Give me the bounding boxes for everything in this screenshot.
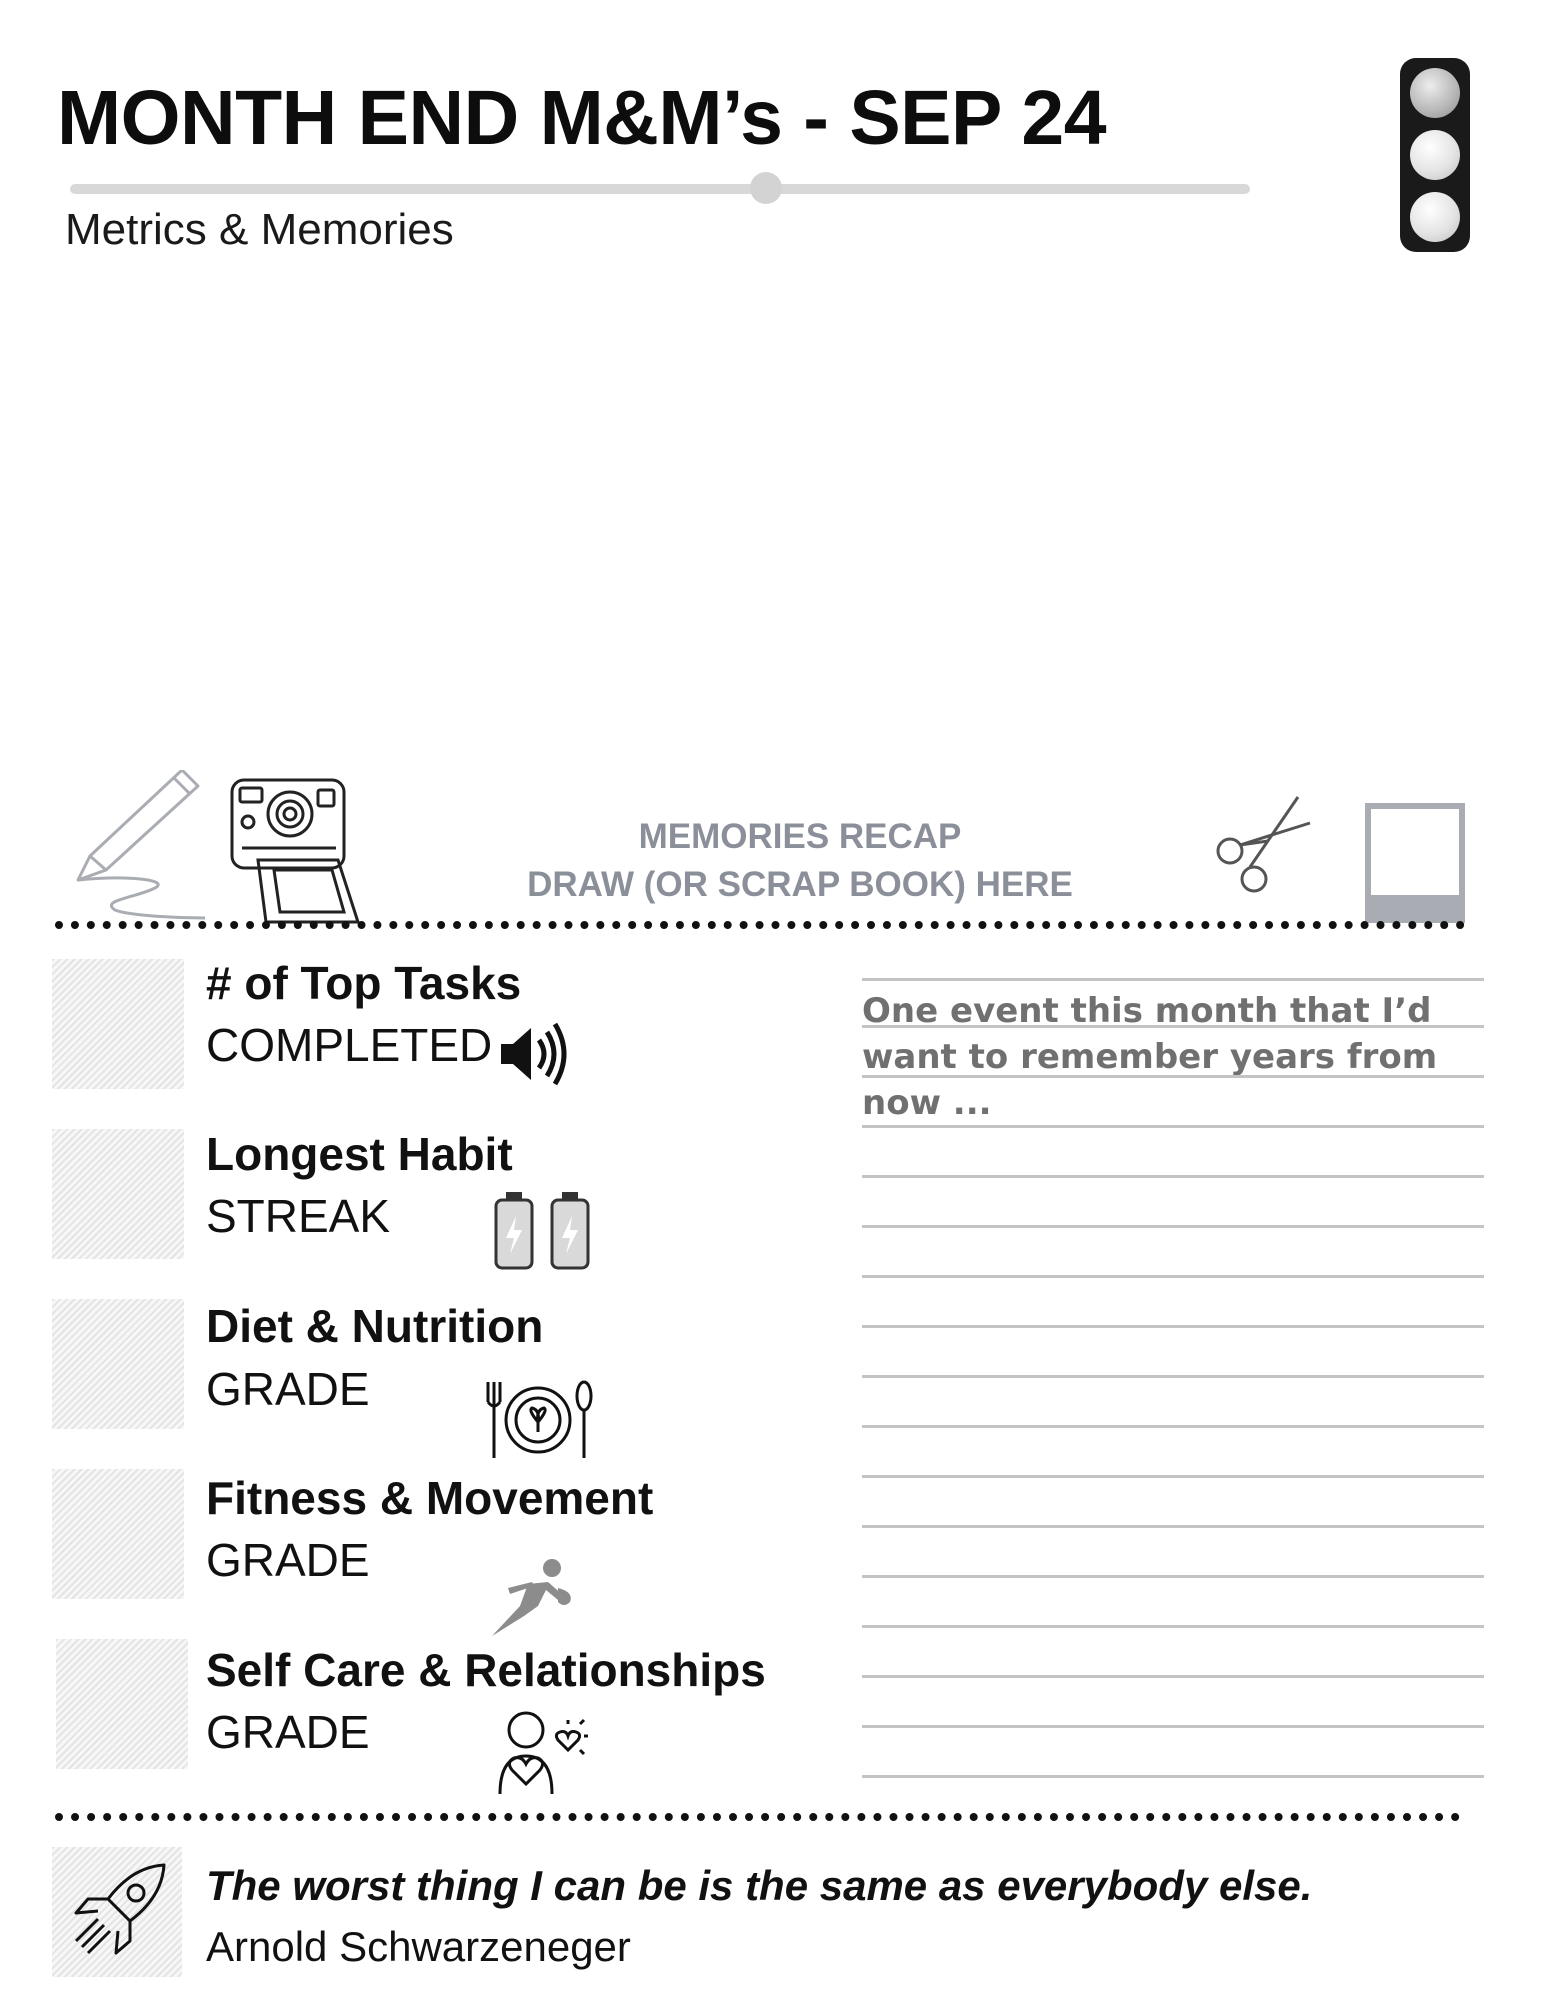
journal-line[interactable]	[862, 1625, 1484, 1628]
page-subtitle: Metrics & Memories	[65, 205, 454, 254]
journal-line[interactable]	[862, 1525, 1484, 1528]
journal-line[interactable]	[862, 1275, 1484, 1278]
battery-icon	[492, 1190, 598, 1272]
metric-sub-diet: GRADE	[206, 1363, 370, 1415]
divider-bottom	[55, 1813, 1460, 1821]
lamp-bottom-icon	[1410, 192, 1460, 242]
metric-sub-fitness: GRADE	[206, 1534, 370, 1586]
metric-label-fitness: Fitness & Movement	[206, 1472, 654, 1524]
metric-label-selfcare: Self Care & Relationships	[206, 1644, 766, 1696]
runner-icon	[488, 1558, 580, 1638]
journal-line[interactable]	[862, 1475, 1484, 1478]
metric-box-tasks[interactable]	[52, 959, 184, 1089]
journal-line[interactable]	[862, 1125, 1484, 1128]
quote-box	[52, 1847, 182, 1977]
lamp-middle-icon	[1410, 130, 1460, 180]
metric-sub-tasks: COMPLETED	[206, 1019, 493, 1071]
photo-frame-icon	[1365, 803, 1465, 923]
journal-line[interactable]	[862, 1575, 1484, 1578]
metric-label-habit: Longest Habit	[206, 1128, 513, 1180]
journal-line[interactable]	[862, 1025, 1484, 1028]
journal-line[interactable]	[862, 1225, 1484, 1228]
journal-line[interactable]	[862, 1425, 1484, 1428]
rocket-icon	[52, 1847, 182, 1977]
self-care-icon	[496, 1710, 592, 1798]
journal-line[interactable]	[862, 1725, 1484, 1728]
lamp-top-icon	[1410, 68, 1460, 118]
journal-prompt: One event this month that I’d want to remember years from now ...	[862, 991, 1438, 1123]
journal-line[interactable]	[862, 1175, 1484, 1178]
metric-box-habit[interactable]	[52, 1129, 184, 1259]
metric-label-diet: Diet & Nutrition	[206, 1300, 544, 1352]
instant-camera-icon	[228, 776, 366, 926]
divider-top	[55, 921, 1465, 929]
metric-sub-selfcare: GRADE	[206, 1706, 370, 1758]
traffic-light-icon	[1400, 58, 1470, 252]
plate-icon	[484, 1380, 596, 1460]
pencil-icon	[70, 770, 210, 930]
month-progress-knob[interactable]	[750, 172, 782, 204]
metric-sub-habit: STREAK	[206, 1190, 391, 1242]
journal-line[interactable]	[862, 978, 1484, 981]
journal-line[interactable]	[862, 1775, 1484, 1778]
memories-recap-heading: MEMORIES RECAP	[638, 817, 962, 856]
scissors-icon	[1210, 793, 1314, 897]
journal-line[interactable]	[862, 1675, 1484, 1678]
metric-box-selfcare[interactable]	[56, 1639, 188, 1769]
metric-label-tasks: # of Top Tasks	[206, 957, 522, 1009]
journal-line[interactable]	[862, 1375, 1484, 1378]
metric-box-fitness[interactable]	[52, 1469, 184, 1599]
speaker-icon	[497, 1020, 569, 1088]
quote-author: Arnold Schwarzeneger	[206, 1923, 631, 1970]
month-progress-track	[70, 184, 1250, 194]
memories-recap-instruction: DRAW (OR SCRAP BOOK) HERE	[527, 865, 1073, 904]
metric-box-diet[interactable]	[52, 1299, 184, 1429]
page-title: MONTH END M&M’s - SEP 24	[57, 75, 1107, 161]
journal-line[interactable]	[862, 1075, 1484, 1078]
quote-text: The worst thing I can be is the same as everybody else.	[206, 1862, 1313, 1909]
journal-line[interactable]	[862, 1325, 1484, 1328]
